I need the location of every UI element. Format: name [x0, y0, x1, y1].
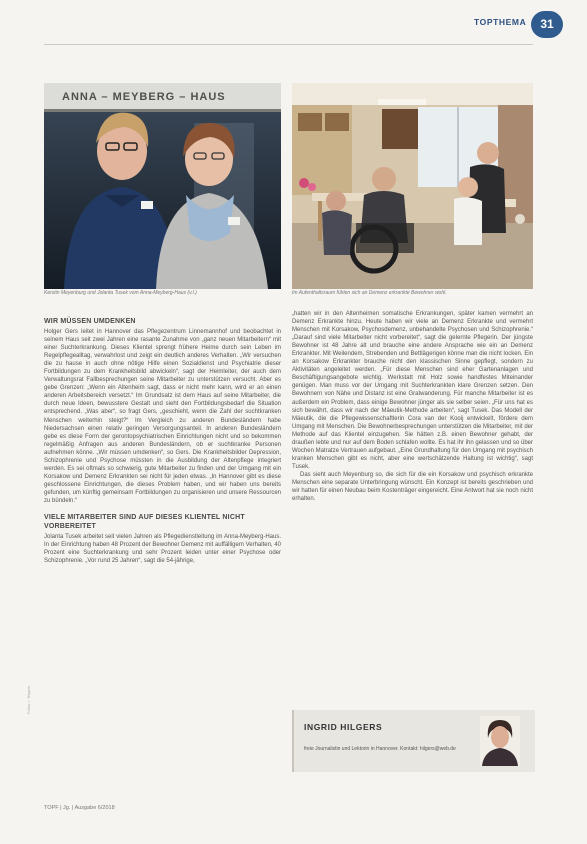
author-photo — [480, 716, 520, 766]
section-heading: VIELE MITARBEITER SIND AUF DIESES KLIENTEL NICHT VORBEREITET — [44, 514, 245, 531]
photo2-caption: Im Aufenthaltsraum fühlen sich an Demenz erkrankte Bewohner wohl. — [292, 290, 447, 296]
author-description: freie Journalistin und Lektorin in Hannover. Kontakt: hilgers@web.de — [304, 746, 456, 752]
author-name: INGRID HILGERS — [304, 722, 383, 732]
paragraph: Das sieht auch Meyenburg so, die sich für die ein Korsakow und psychisch erkrankte Menschen eine separate Unterbringung wünscht. Ein Konzept ist bereits geschrieben und wir hatten für einen Neubau beim Kostenträger eingereicht. Eine Antwort hat sie noch nicht erhalten. — [292, 471, 533, 503]
photo-room-illustration — [292, 83, 533, 289]
photo1-caption: Kerstin Meyenburg und Jolanta Tusek vom Anna-Meyberg-Haus (v.l.) — [44, 290, 197, 296]
photo-staff-illustration — [44, 83, 281, 289]
header-divider — [44, 44, 533, 45]
paragraph: Holger Gers leitet in Hannover das Pflegezentrum Linnemannhof und beobachtet in seinem Haus seit zwei Jahren eine rasante Zunahme von „ganz neuen Mitarbeitern“ mit einer Suchterkrankung. Dieses Klientel sprengt frühere Heime durch sein Leben im Regelpflegealltag, verwahrlost und zeigt ein deutlich anderes Verhalten. „Wir versuchen die zu hause in auch ohne nötige Hilfe einen Sozialdienst und Psychiatrie dieser Fortbildungen zu dem Krankheitsbild abwickeln“, sagt der Heimleiter, der auch dem Verwaltungsrat Fallbesprechungen seine Mitarbeiter zu unterstützen versucht. Aber es gebe Grenzen: „Wenn ein Altenheim sagt, dass er nicht mehr kann, wird er an einen anderen Arbeitsbereich versetzt.“ Im Grundsatz ist dem Haus auf seine Mitarbeiter, die durch neue Ideen, bewusstere Gestalt und sieht den Fortbildungsbedarf die Situation entsprechend. „Was aber“, so fragt Gers, „geschieht, wenn die Zahl der suchtkranken Menschen weiterhin steigt?“ Im Vergleich zu anderen Bundesländern habe Niedersachsen einen relativ geringen Versorgungsanteil. In anderen Bundesländern gebe es diese Form der gerontopsychiatrischen Einrichtungen nicht und so bekommen regelmäßig Anfragen aus anderen Bundesländern, ob er suchtkranke Personen aufnehmen könne. „Wir müssen umdenken“, so Gers. Die Krankheitsbilder Depression, Schizophrenie und Psychose müssten in die Ausbildung der Altenpflege integriert werden. Es sei oftmals so schwierig, gute Mitarbeiter zu finden und der Umgang mit ein Korsakow und Demenz Erkrankten sei nicht für jeden etwas. „In Hannover gibt es diese geschlossene Einrichtungen, die dieses Problem haben, und wir haben uns bereits gefunden, um künftig gemeinsam Fortbildungen zu organisieren und unsere Ressourcen zu bündeln.“ — [44, 329, 281, 504]
paragraph: Jolanta Tusek arbeitet seit vielen Jahren als Pflegedienstleitung im Anna-Meyberg-Haus. In der Einrichtung haben 48 Prozent der Bewohner Demenz mit auffälligem Verhalten, 40 Prozent eine Suchterkrankung und sehr Prozent leiden unter einer Psychose oder Schizophrenie. „Vor rund 25 Jahren“, sagt die 54-jährige, — [44, 534, 281, 565]
author-box — [292, 710, 535, 772]
article-column-left — [44, 317, 281, 565]
paragraph: „hatten wir in den Altenheimen somatische Erkrankungen, später kamen vermehrt an Demenz Erkrankte hinzu. Heute haben wir viele an Demenz Erkrankte und vermehrt Menschen mit Korsakow, Psychosdemenz, unbehandelte Psychosen und Schizophrenie.“ „Darauf sind viele Mitarbeiter nicht vorbereitet“, sagt die gelernte Pflegerin. Der jüngste Bewohner ist 48 Jahre alt und brauche eine andere Ansprache wie ein an Demenz Erkrankter. Mit Weilendem, Strebenden und Bettlägerigen könne man die nicht locken. Ein an Korsakow Erkrankter brauche nicht den klassischen Sinne gepflegt, sondern zu Aktivitäten angeleitet werden. „Für diese Menschen sind eher Gartenanlagen und Beschäftigungsangebote wichtig. Werkstatt mit Holz sowie handfestes Miteinander genügen. Man muss vor der Umgang mit Suchterkrankten klare Grenzen setzen. Den Bewohnern von Nähe und Distanz ist eine Gratwanderung. Für manche Mitarbeiter ist es außerdem ein Problem, dass einige Bewohner jünger als sie selber seien. „Für uns hat es sich bewährt, dass wir nach der Mäeutik-Methode arbeiten“, sagt Tusek. Das Modell der Mäeutik, die die Pflegewissenschaftlerin Cora van der Kooij entwickelt, fördere dem Umgang mit Menschen. Die Bewohnerbesprechungen unterstützen die Mitarbeiter, mit der Methode auf das Klientel einzugehen. Sie hätten z.B. einen Bewohner gehabt, der draußen lebte und nur auf dem Boden schlafen wollte. Es hat ihr ihn gelassen und so über Wochen Matratze Vertrauen aufgebaut. „Eine Grundhaltung für den Umgang mit psychisch kranken Menschen gibt es nicht, aber eine wertschätzende Haltung ist wichtig“, sagt Tusek. — [292, 311, 533, 470]
sign-text: ANNA – MEYBERG – HAUS — [62, 91, 226, 103]
page-number-badge: 31 — [531, 11, 563, 38]
photo-credit: Fotos: I. Hilgers — [26, 685, 31, 714]
section-label: TOPTHEMA — [474, 17, 527, 27]
photo-staff-portrait — [44, 83, 281, 289]
section-heading: WIR MÜSSEN UMDENKEN — [44, 318, 136, 325]
photo-common-room — [292, 83, 533, 289]
footer-line: TOPF | Jg. | Ausgabe 6/2018 — [44, 805, 115, 811]
article-column-right — [292, 310, 533, 503]
author-portrait — [480, 716, 520, 766]
